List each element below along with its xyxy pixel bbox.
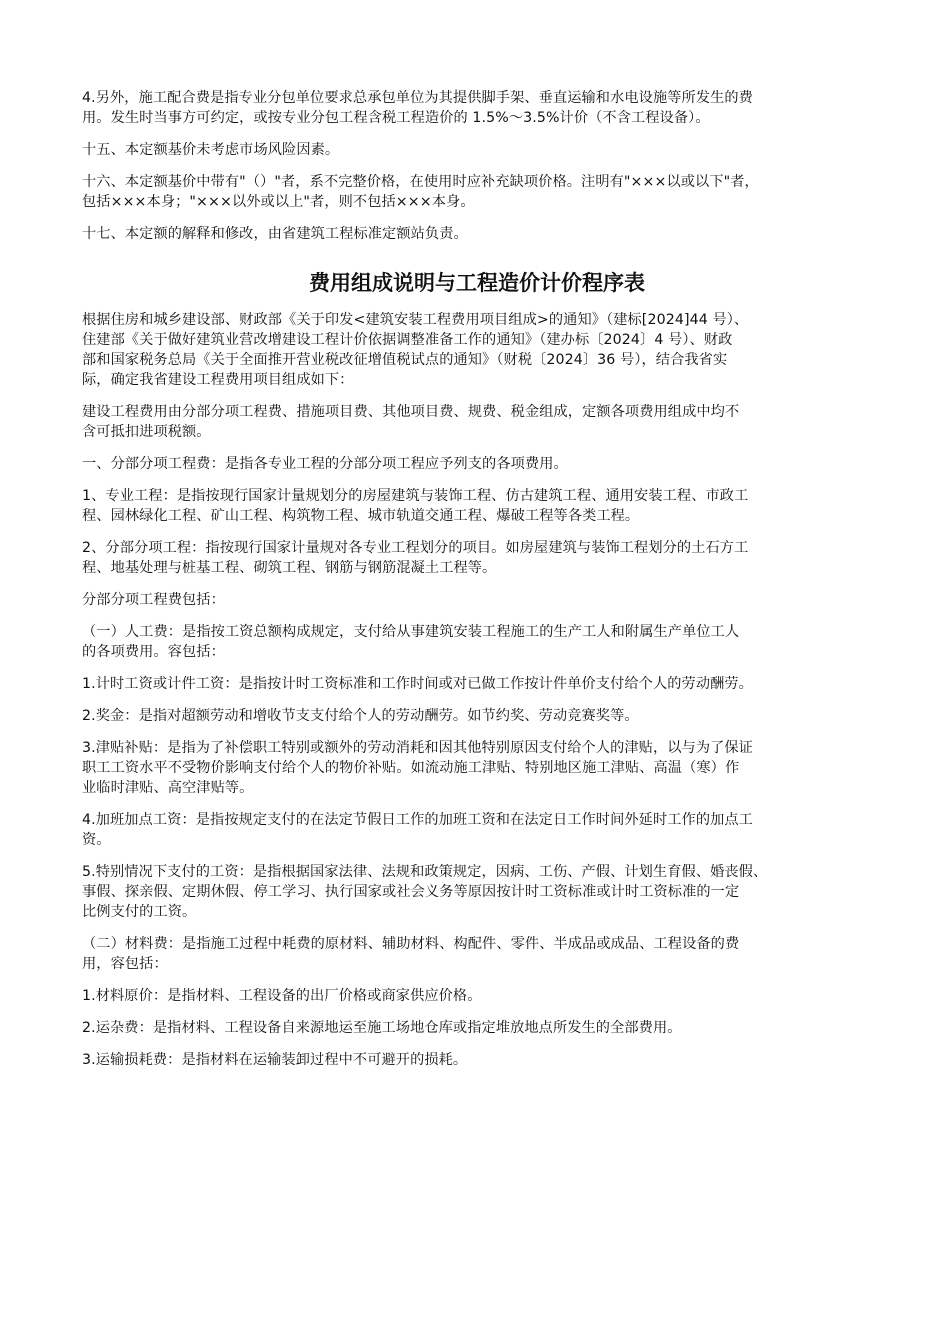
paragraph-transport-loss: 3.运输损耗费：是指材料在运输装卸过程中不可避开的损耗。 [82, 1052, 468, 1068]
paragraph-labor-cost: （一）人工费：是指按工资总额构成规定，支付给从事建筑安装工程施工的生产工人和附属生产单位工人 的各项费用。容包括： [82, 624, 740, 660]
paragraph-special-wage: 5.特别情况下支付的工资：是指根据国家法律、法规和政策规定，因病、工伤、产假、计划生育假、婚丧假、 事假、探亲假、定期休假、停工学习、执行国家或社会义务等原因按计时工资标准或计时工资标准的一定 比例支付的工资。 [82, 864, 768, 920]
paragraph-time-wage: 1.计时工资或计件工资：是指按计时工资标准和工作时间或对已做工作按计件单价支付给个人的劳动酬劳。 [82, 676, 753, 692]
paragraph-material-cost: （二）材料费：是指施工过程中耗费的原材料、辅助材料、构配件、零件、半成品或成品、工程设备的费 用，容包括： [82, 936, 740, 972]
paragraph-freight: 2.运杂费：是指材料、工程设备自来源地运至施工场地仓库或指定堆放地点所发生的全部费用。 [82, 1020, 682, 1036]
paragraph-basis: 根据住房和城乡建设部、财政部《关于印发<建筑安装工程费用项目组成>的通知》（建标[2024]44 号）、 住建部《关于做好建筑业营改增建设工程计价依据调整准备工作的通知》（建办标〔2024〕4 号）、财政 部和国家税务总局《关于全面推开营业税改征增值税试点的通知》（财税〔2024〕36 号），结合我省实 际，确定我省建设工程费用项目组成如下： [82, 312, 749, 388]
paragraph-construction-coordination-fee: 4.另外，施工配合费是指专业分包单位要求总承包单位为其提供脚手架、垂直运输和水电设施等所发生的费 用。发生时当事方可约定，或按专业分包工程含税工程造价的 1.5%～3.5%计价（不含工程设备）。 [82, 90, 753, 126]
paragraph-sub-item-engineering: 2、分部分项工程：指按现行国家计量规对各专业工程划分的项目。如房屋建筑与装饰工程划分的土石方工 程、地基处理与桩基工程、砌筑工程、钢筋与钢筋混凝土工程等。 [82, 540, 749, 576]
paragraph-item-15: 十五、本定额基价未考虑市场风险因素。 [82, 142, 340, 158]
paragraph-bonus: 2.奖金：是指对超额劳动和增收节支支付给个人的劳动酬劳。如节约奖、劳动竞赛奖等。 [82, 708, 639, 724]
paragraph-professional-engineering: 1、专业工程：是指按现行国家计量规划分的房屋建筑与装饰工程、仿古建筑工程、通用安装工程、市政工 程、园林绿化工程、矿山工程、构筑物工程、城市轨道交通工程、爆破工程等各类工程。 [82, 488, 749, 524]
paragraph-includes: 分部分项工程费包括： [82, 592, 225, 608]
paragraph-allowance: 3.津贴补贴：是指为了补偿职工特别或额外的劳动消耗和因其他特别原因支付给个人的津贴，以与为了保证 职工工资水平不受物价影响支付给个人的物价补贴。如流动施工津贴、特别地区施工津贴、高温（寒）作 业临时津贴、高空津贴等。 [82, 740, 753, 796]
document-page [82, 88, 872, 1082]
paragraph-item-16: 十六、本定额基价中带有"（）"者，系不完整价格，在使用时应补充缺项价格。注明有"×××以或以下"者， 包括×××本身；"×××以外或以上"者，则不包括×××本身。 [82, 174, 759, 210]
paragraph-cost-composition: 建设工程费用由分部分项工程费、措施项目费、其他项目费、规费、税金组成，定额各项费用组成中均不 含可抵扣进项税额。 [82, 404, 740, 440]
paragraph-material-price: 1.材料原价：是指材料、工程设备的出厂价格或商家供应价格。 [82, 988, 482, 1004]
paragraph-item-17: 十七、本定额的解释和修改，由省建筑工程标准定额站负责。 [82, 226, 468, 242]
paragraph-section-1: 一、分部分项工程费：是指各专业工程的分部分项工程应予列支的各项费用。 [82, 456, 568, 472]
paragraph-overtime: 4.加班加点工资：是指按规定支付的在法定节假日工作的加班工资和在法定日工作时间外延时工作的加点工 资。 [82, 812, 753, 848]
section-title: 费用组成说明与工程造价计价程序表 [309, 271, 645, 295]
